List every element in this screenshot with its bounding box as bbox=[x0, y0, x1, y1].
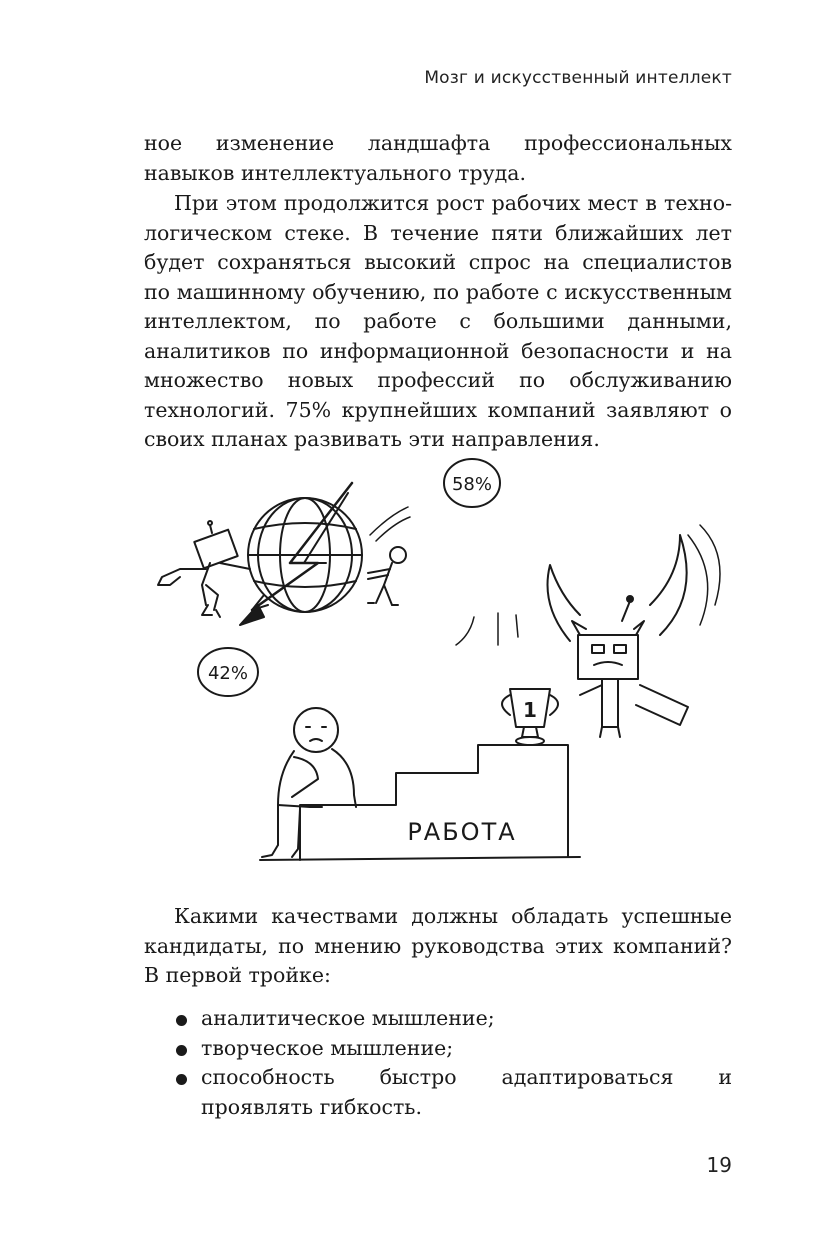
page-number: 19 bbox=[706, 1153, 732, 1177]
motion-lines bbox=[456, 613, 518, 645]
globe-drawing bbox=[248, 498, 362, 612]
robot-left-drawing bbox=[158, 521, 250, 617]
illustration bbox=[140, 445, 730, 870]
badge-42-percent bbox=[198, 648, 258, 696]
qualities-list bbox=[144, 1004, 732, 1122]
trophy-number: 1 bbox=[523, 698, 537, 722]
paragraph-2: При этом продолжится рост рабочих мест в технологическом стеке. В течение пяти ближайших лет будет сохраняться высокий спрос на специалистов по машинному обучению, по работе с искусственным интеллектом, по работе с большими данными, аналитиков по информационной безопасности и на множество новых профессий по обслуживанию технологий. 75% крупнейших компаний заявляют о своих планах развивать эти направления. bbox=[144, 191, 732, 451]
bullet-icon bbox=[176, 1015, 187, 1026]
badge-58-percent bbox=[444, 459, 500, 507]
sad-man-drawing bbox=[262, 708, 356, 857]
paragraph-3: Какими качествами должны обладать успешные кандидаты, по мнению руководства этих компаний? В первой тройке: bbox=[144, 904, 732, 987]
bullet-icon bbox=[176, 1074, 187, 1085]
badge-58-label: 58% bbox=[451, 474, 493, 495]
small-man-drawing bbox=[368, 507, 410, 605]
list-item: аналитическое мышление; bbox=[144, 1004, 732, 1034]
list-item: творческое мышление; bbox=[144, 1034, 732, 1064]
stairs-label: РАБОТА bbox=[407, 818, 517, 846]
trophy-drawing bbox=[502, 689, 558, 745]
devil-robot-drawing bbox=[548, 525, 721, 737]
badge-42-label: 42% bbox=[207, 663, 249, 684]
paragraph-1: ное изменение ландшафта профессиональных навыков интеллектуального труда. bbox=[144, 131, 732, 185]
list-item: способность быстро адаптироваться и проявлять гибкость. bbox=[144, 1063, 732, 1122]
running-header: Мозг и искусственный интеллект bbox=[424, 68, 732, 88]
bullet-icon bbox=[176, 1045, 187, 1056]
